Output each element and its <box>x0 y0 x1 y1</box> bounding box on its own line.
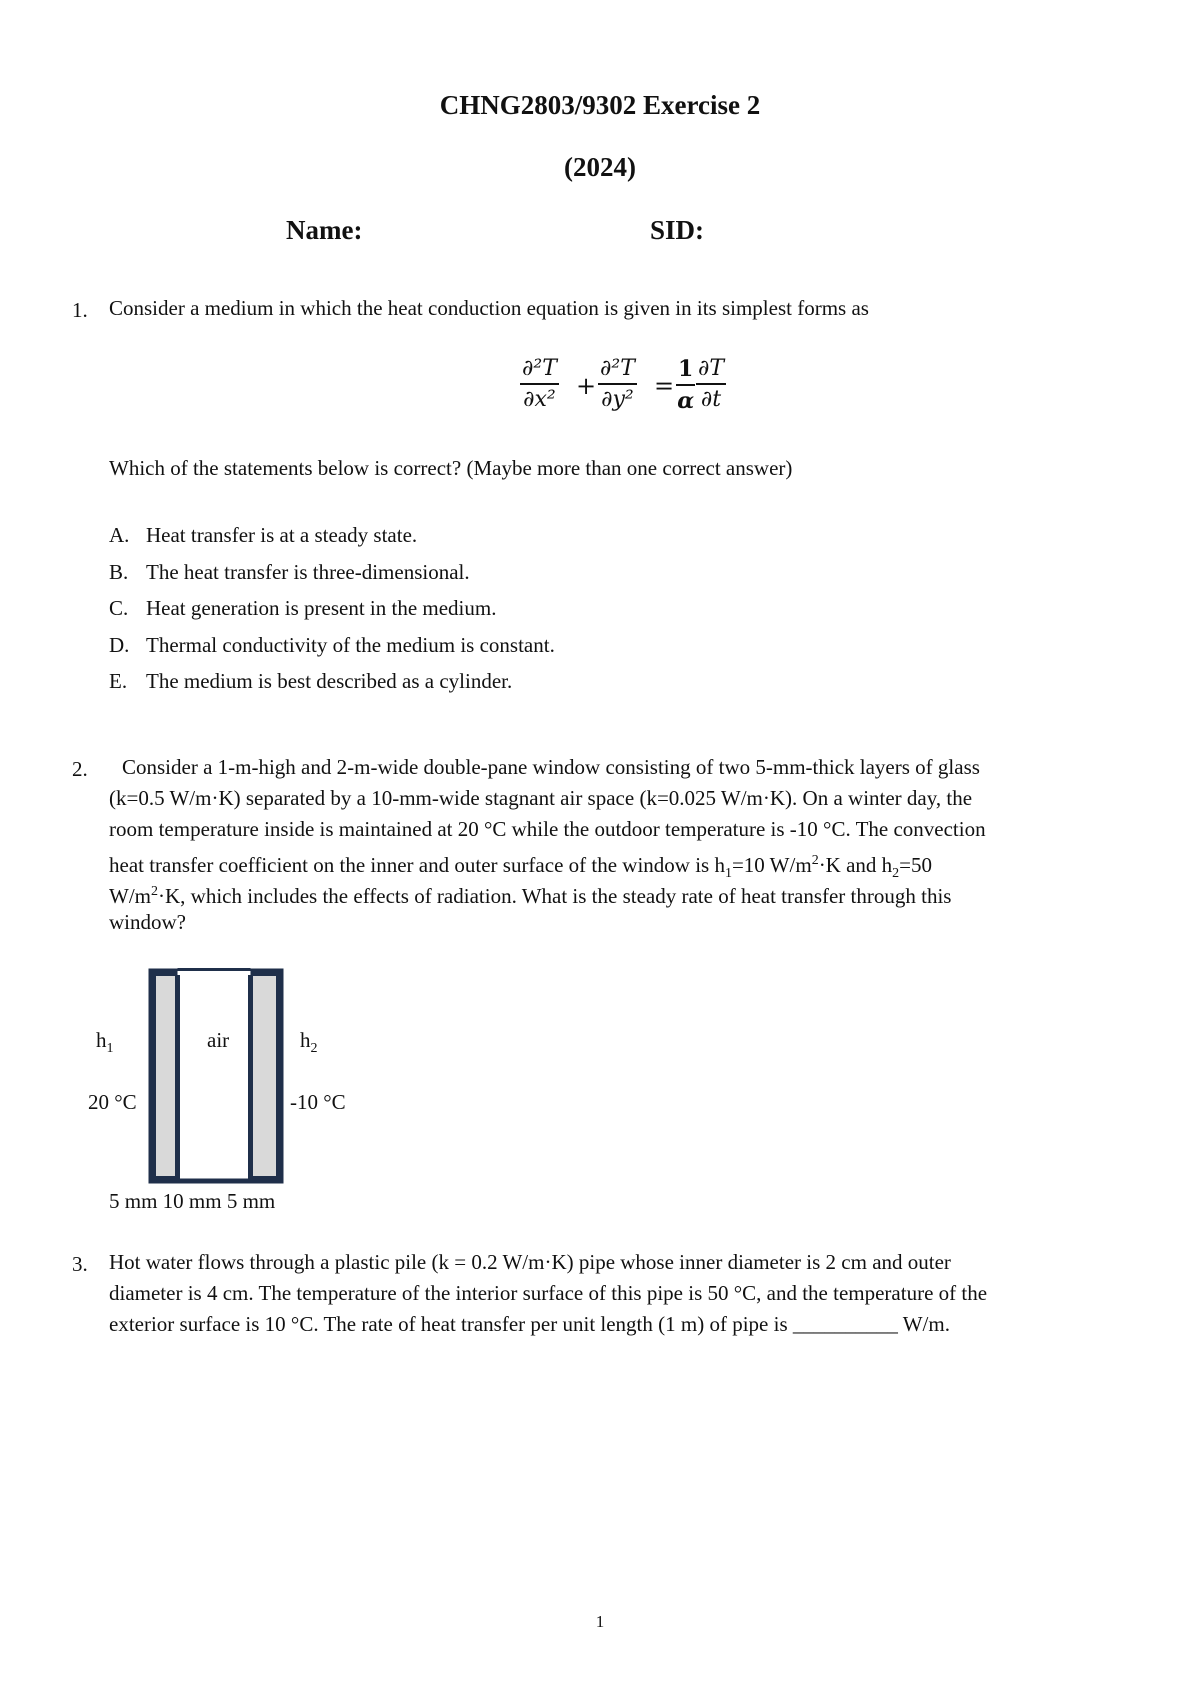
question-3-line-3: exterior surface is 10 °C. The rate of heat transfer per unit length (1 m) of pipe is __________ W/m. <box>109 1312 950 1336</box>
h-letter: h <box>300 1028 311 1052</box>
question-3-line-2: diameter is 4 cm. The temperature of the interior surface of this pipe is 50 °C, and the temperature of the <box>109 1281 988 1305</box>
question-2-line-1: Consider a 1-m-high and 2-m-wide double-pane window consisting of two 5-mm-thick layers of glass <box>122 755 980 779</box>
air-label: air <box>207 1028 230 1052</box>
equation-term-3-numerator: 1 <box>676 356 695 386</box>
superscript: 2 <box>811 853 819 868</box>
subscript: 1 <box>724 866 732 882</box>
question-2-number: 2. <box>72 757 88 781</box>
equation-term-2-denominator: ∂y² <box>601 387 634 412</box>
option-d <box>109 633 555 658</box>
option-letter: C. <box>109 596 129 620</box>
h-letter: h <box>96 1028 107 1052</box>
option-text: Heat generation is present in the medium. <box>146 596 497 620</box>
outside-temperature-label: -10 °C <box>290 1090 346 1114</box>
equation-term-1-denominator: ∂x² <box>523 387 556 412</box>
option-text: The medium is best described as a cylinder. <box>146 669 513 693</box>
double-pane-window-diagram <box>148 968 284 1184</box>
option-a <box>109 523 417 548</box>
page-number: 1 <box>595 1612 605 1631</box>
option-b <box>109 560 470 585</box>
inside-temperature-label: 20 °C <box>88 1090 137 1114</box>
text-run: ·K, which includes the effects of radiation. What is the steady rate of heat transfer through this <box>158 884 952 908</box>
equation-term-2-numerator: ∂²T <box>598 356 637 385</box>
subscript: 2 <box>310 1041 318 1057</box>
text-run: heat transfer coefficient on the inner and outer surface of the window is h <box>109 853 725 877</box>
document-title: CHNG2803/9302 Exercise 2 <box>439 90 761 120</box>
sid-label: SID: <box>650 215 705 245</box>
text-run: =50 <box>899 853 933 877</box>
superscript: 2 <box>151 884 158 899</box>
question-2-line-6: window? <box>109 910 186 934</box>
question-2-line-3: room temperature inside is maintained at 20 °C while the outdoor temperature is -10 °C. The convection <box>109 817 986 841</box>
subscript: 2 <box>892 866 900 882</box>
option-c <box>109 596 496 621</box>
option-e <box>109 669 512 694</box>
equation-term-dt-dt <box>696 356 726 412</box>
name-label: Name: <box>286 215 363 245</box>
equation-term-d2t-dy2 <box>598 356 637 412</box>
question-1-text: Consider a medium in which the heat conduction equation is given in its simplest forms as <box>109 296 869 320</box>
question-1-number: 1. <box>72 298 88 322</box>
document-year: (2024) <box>564 152 636 182</box>
equation-term-3-denominator: α <box>677 388 695 414</box>
option-text: The heat transfer is three-dimensional. <box>146 560 470 584</box>
text-run: ·K and h <box>818 853 893 877</box>
option-text: Thermal conductivity of the medium is constant. <box>146 633 555 657</box>
subscript: 1 <box>106 1041 114 1057</box>
text-run: =10 W/m <box>731 853 812 877</box>
h1-label <box>96 1028 114 1057</box>
option-letter: D. <box>109 633 130 657</box>
equation-term-4-numerator: ∂T <box>696 356 726 385</box>
h2-label <box>300 1028 318 1057</box>
equation-term-d2t-dx2 <box>520 356 559 412</box>
option-text: Heat transfer is at a steady state. <box>146 523 418 547</box>
question-2-line-2: (k=0.5 W/m·K) separated by a 10-mm-wide stagnant air space (k=0.025 W/m·K). On a winter day, the <box>109 786 973 810</box>
equation-term-1-over-alpha <box>676 356 695 414</box>
thickness-label: 5 mm 10 mm 5 mm <box>109 1189 276 1213</box>
outer-glass-pane <box>251 974 279 1179</box>
question-3-line-1: Hot water flows through a plastic pile (k = 0.2 W/m·K) pipe whose inner diameter is 2 cm and outer <box>109 1250 951 1274</box>
equation-equals: = <box>654 372 675 400</box>
inner-glass-pane <box>154 974 178 1179</box>
equation-term-4-denominator: ∂t <box>700 387 722 412</box>
option-letter: E. <box>109 669 128 693</box>
question-1-prompt: Which of the statements below is correct? (Maybe more than one correct answer) <box>109 456 793 480</box>
air-gap-top <box>178 971 251 975</box>
equation-term-1-numerator: ∂²T <box>520 356 559 385</box>
question-3-number: 3. <box>72 1252 88 1276</box>
text-run: W/m <box>109 884 151 908</box>
option-letter: A. <box>109 523 130 547</box>
option-letter: B. <box>109 560 129 584</box>
equation-plus: + <box>576 372 597 400</box>
